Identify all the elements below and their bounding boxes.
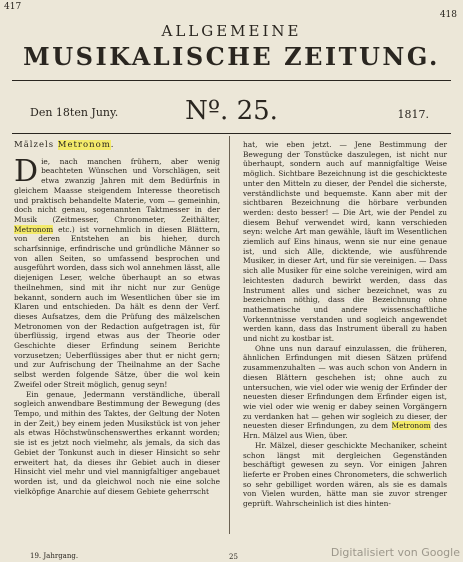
page-number-right: 418 bbox=[439, 10, 457, 20]
left-paragraph-1-text: ie, nach manchen frühern, aber wenig beachteten Wünschen und Vorschlägen, seit etwa zwanzig Jahren mit dem Bedürfnis in gleichem Maasse steigendem Interesse theoretisch und praktisch behandelte Materie, vom — gemeinhin, doch nicht genau, sogenannten Taktmesser in der Musik (Zeitmesser, Chronometer, Zeithälter, Metronom etc.) ist vornehmlich in diesen Blättern, von deren Entstehen an bis hieher, durch scharfsinnige, erfindrische und gründliche Männer so von allen Seiten, so umfassend besprochen und ausgeführt worden, dass sich wol annehmen lässt, alle diejenigen Leser, welche überhaupt an so etwas theilnehmen, sind mit ihr nicht nur zur Genüge bekannt, sondern auch im Wesentlichen über sie im Klaren und entschieden. Da hält es denn der Verf. dieses Aufsatzes, dem die Prüfung des mälzelschen Metronomen von der Redaction aufgetragen ist, für überflüssig, irgend etwas aus der Theorie oder Geschichte dieser Erfindung seinem Berichte vorzusetzen; Ueberflüssiges aber thut er nicht gern; und zur Aufrischung der Theilnahme an der Sache selbst werden folgende Sätze, über die wol kein Zweifel oder Streit möglich, genug seyn! bbox=[14, 156, 220, 389]
watermark: Digitalisiert von Google bbox=[330, 546, 460, 559]
left-paragraph-2: Ein genaue, Jedermann verständliche, überall sogleich anwendbare Bestimmung der Bewegung (des Tempo, und mithin des Taktes, der Geltung der Noten in der Zeit,) bey einem jeden Musikstück ist von jeher als etwas Höchstwünschenswerthes erkannt worden; sie ist es jetzt noch vielmehr, als jemals, da sich das Gebiet der Tonkunst auch in dieser Hinsicht so sehr erweitert hat, da dieses ihr Gebiet auch in dieser Hinsicht viel mehr und viel mannigfaltiger angebauet worden ist, und da gleichwol noch nie eine solche vielköpfige Anarchie auf diesem Gebiete geherrscht bbox=[14, 389, 220, 496]
left-column bbox=[14, 140, 220, 496]
issue-date: Den 18ten Juny. bbox=[30, 106, 119, 119]
drop-cap: D bbox=[14, 153, 39, 189]
left-paragraph-1 bbox=[14, 153, 220, 390]
header-rule bbox=[12, 133, 451, 134]
masthead-rule bbox=[12, 80, 451, 81]
footer-number: 25 bbox=[229, 553, 238, 561]
highlighted-term: Metronom bbox=[57, 140, 111, 150]
issue-year: 1817. bbox=[397, 108, 429, 121]
highlighted-term: Metronom bbox=[14, 224, 54, 234]
right-paragraph-2: Ohne uns nun darauf einzulassen, die früheren, ähnlichen Erfindungen mit diesen Sätzen prüfend zusammenzuhalten — was auch schon von Andern in diesen Blättern geschehen ist; ohne auch zu untersuchen, wie viel oder wie wenig der Erfinder der neuesten dieser Erfindungen dem Erfinder eigen ist, wie viel oder wie wenig er dabey seinen Vorgängern zu verdanken hat — gehen wir sogleich zu dieser, der neuesten dieser Erfindungen, zu dem Metronom des Hrn. Mälzel aus Wien, über. bbox=[243, 343, 447, 441]
issue-number: Nº. 25. bbox=[185, 96, 278, 126]
page-number-left: 417 bbox=[4, 2, 22, 12]
right-column bbox=[243, 140, 447, 509]
masthead-title-main: MUSIKALISCHE ZEITUNG. bbox=[23, 42, 440, 71]
right-paragraph-1: hat, wie eben jetzt. — Jene Bestimmung der Bewegung der Tonstücke daszulegen, ist nicht nur überhaupt, sondern auch auf mannigfaltige Weise möglich. Sichtbare Bezeichnung ist die geschickteste unter den Mitteln zu dieser, der Pendel die sicherste, verständlichste und bequemste. Kann aber mit der sichtbaren Bezeichnung die hörbare verbunden werden: desto besser! — Die Art, wie der Pendel zu diesem Behuf verwendet wird, kann verschieden seyn: welche Art man gewähle, läuft im Wesentlichen ziemlich auf Eins hinaus, wenn sie nur eine genaue ist, und sich Alle, dicktende, wie ausführende Musiker, in dieser Art, und für sie vereinigen. — Dass sich alle Musiker für eine solche vereinigen, wird am leichtesten dadurch bewirkt werden, dass das Instrument alles und sicher bezeichnet, was zu bezeichnen nöthig, dass die Bezeichnung ohne mathematische und andere wissenschaftliche Vorkenntnisse verstanden und sogleich angewendet werden kann, dass das Instrument überall zu haben und nicht zu kostbar ist. bbox=[243, 140, 447, 344]
signature-mark: 19. Jahrgang. bbox=[30, 552, 79, 560]
right-paragraph-3: Hr. Mälzel, dieser geschickte Mechaniker, scheint schon längst mit dergleichen Gegenständen beschäftigt gewesen zu seyn. Vor einigen Jahren lieferte er Proben eines Chronometers, die schwerlich so sehr gebilliget worden wären, als sie es damals von Vielen wurden, hätte man sie zuvor strenger geprüft. Wahrscheinlich ist dies hinten- bbox=[243, 440, 447, 509]
section-heading bbox=[14, 141, 220, 151]
section-heading-text-end: . bbox=[110, 140, 115, 150]
section-heading-text: Mälzels bbox=[14, 140, 58, 150]
masthead-title-top: ALLGEMEINE bbox=[161, 22, 302, 40]
column-divider bbox=[229, 136, 230, 534]
highlighted-term: Metronom bbox=[391, 421, 431, 431]
